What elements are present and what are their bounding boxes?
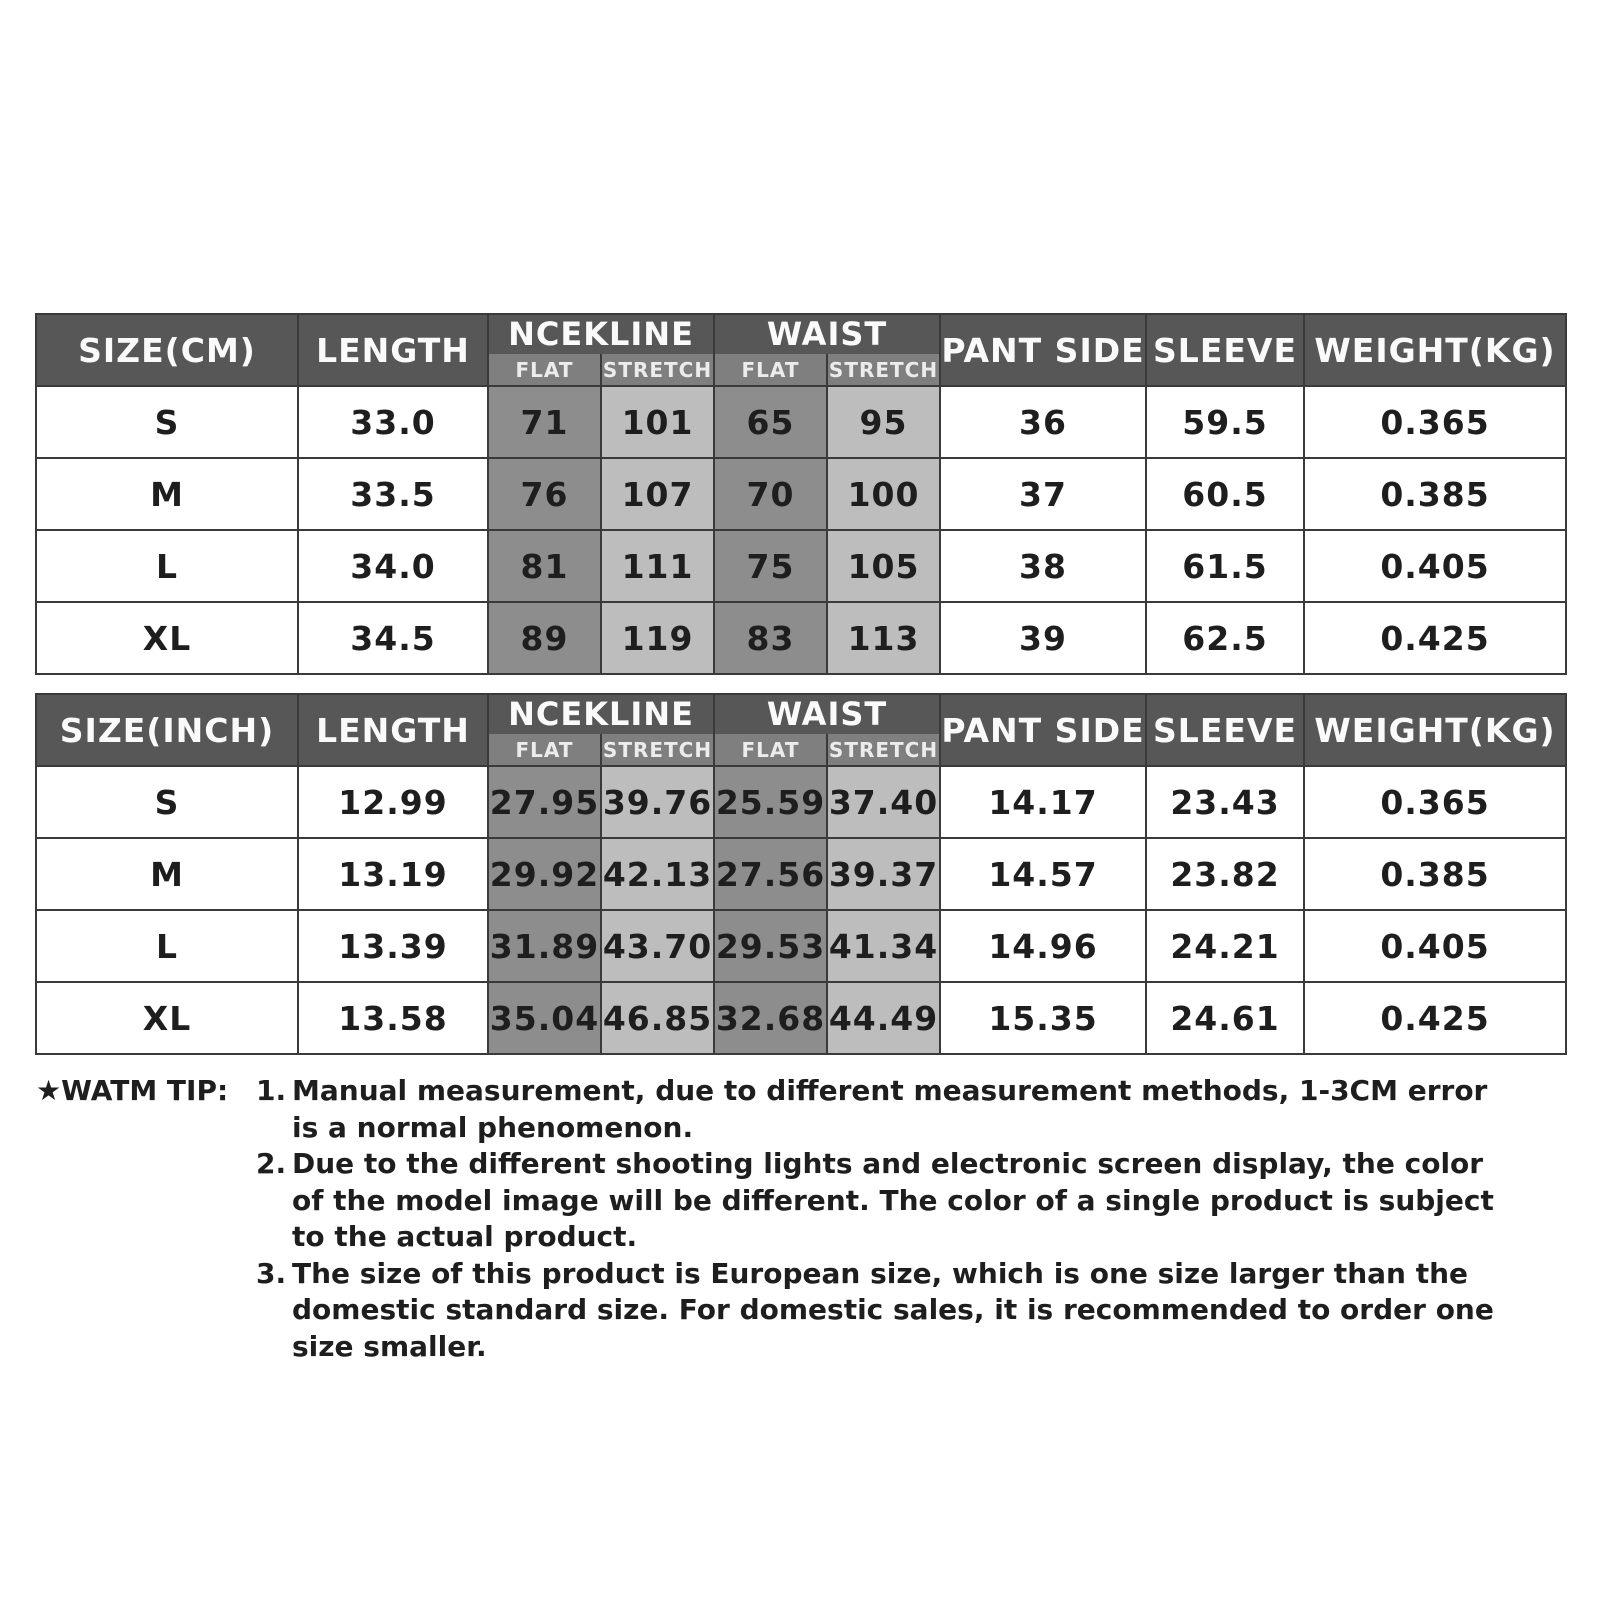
cell-pant-side: 14.57	[940, 838, 1146, 910]
table-row	[36, 602, 1566, 674]
header-pant-side: PANT SIDE	[940, 314, 1146, 386]
cell-length: 33.0	[298, 386, 488, 458]
cell-waist-flat: 65	[714, 386, 827, 458]
cell-size: L	[36, 530, 298, 602]
table-row	[36, 766, 1566, 838]
cell-pant-side: 36	[940, 386, 1146, 458]
cell-neckline-stretch: 46.85	[601, 982, 714, 1054]
cell-weight: 0.425	[1304, 602, 1566, 674]
cell-neckline-flat: 29.92	[488, 838, 601, 910]
cell-pant-side: 38	[940, 530, 1146, 602]
cell-waist-stretch: 113	[827, 602, 940, 674]
tip-text: The size of this product is European size, which is one size larger than the domestic standard size. For domestic sales, it is recommended to order one size smaller.	[292, 1256, 1494, 1363]
header-size: SIZE(INCH)	[36, 694, 298, 766]
cell-weight: 0.365	[1304, 766, 1566, 838]
cell-waist-flat: 70	[714, 458, 827, 530]
header-sleeve: SLEEVE	[1146, 694, 1304, 766]
header-sleeve: SLEEVE	[1146, 314, 1304, 386]
header-weight: WEIGHT(KG)	[1304, 314, 1566, 386]
header-length: LENGTH	[298, 694, 488, 766]
cell-length: 34.5	[298, 602, 488, 674]
cell-size: L	[36, 910, 298, 982]
cell-weight: 0.425	[1304, 982, 1566, 1054]
table-row	[36, 386, 1566, 458]
cell-length: 13.39	[298, 910, 488, 982]
subheader-waist-stretch: STRETCH	[827, 354, 940, 386]
cell-sleeve: 60.5	[1146, 458, 1304, 530]
header-size: SIZE(CM)	[36, 314, 298, 386]
cell-pant-side: 37	[940, 458, 1146, 530]
tips-label: ★WATM TIP:	[36, 1074, 229, 1107]
cell-size: XL	[36, 602, 298, 674]
cell-waist-flat: 83	[714, 602, 827, 674]
cell-weight: 0.365	[1304, 386, 1566, 458]
cell-sleeve: 59.5	[1146, 386, 1304, 458]
cell-sleeve: 24.61	[1146, 982, 1304, 1054]
cell-waist-flat: 27.56	[714, 838, 827, 910]
cell-waist-stretch: 100	[827, 458, 940, 530]
subheader-neckline-stretch: STRETCH	[601, 734, 714, 766]
cell-weight: 0.385	[1304, 458, 1566, 530]
cell-sleeve: 61.5	[1146, 530, 1304, 602]
tip-number: 3.	[256, 1256, 287, 1290]
cell-neckline-stretch: 42.13	[601, 838, 714, 910]
table-row	[36, 530, 1566, 602]
size-table-cm	[35, 313, 1567, 675]
subheader-neckline-flat: FLAT	[488, 734, 601, 766]
cell-sleeve: 23.82	[1146, 838, 1304, 910]
cell-neckline-flat: 71	[488, 386, 601, 458]
cell-weight: 0.405	[1304, 530, 1566, 602]
header-neckline: NCEKLINE	[488, 314, 714, 354]
cell-waist-flat: 25.59	[714, 766, 827, 838]
tip-item	[256, 1256, 1506, 1366]
cell-waist-stretch: 41.34	[827, 910, 940, 982]
header-neckline: NCEKLINE	[488, 694, 714, 734]
table-row	[36, 910, 1566, 982]
cell-size: M	[36, 458, 298, 530]
header-length: LENGTH	[298, 314, 488, 386]
cell-waist-flat: 75	[714, 530, 827, 602]
header-waist: WAIST	[714, 694, 940, 734]
cell-weight: 0.405	[1304, 910, 1566, 982]
subheader-waist-stretch: STRETCH	[827, 734, 940, 766]
cell-pant-side: 15.35	[940, 982, 1146, 1054]
cell-waist-flat: 32.68	[714, 982, 827, 1054]
subheader-neckline-stretch: STRETCH	[601, 354, 714, 386]
tip-item	[256, 1073, 1506, 1146]
cell-pant-side: 39	[940, 602, 1146, 674]
cell-neckline-flat: 35.04	[488, 982, 601, 1054]
cell-length: 13.19	[298, 838, 488, 910]
cell-pant-side: 14.96	[940, 910, 1146, 982]
cell-waist-stretch: 95	[827, 386, 940, 458]
cell-waist-stretch: 44.49	[827, 982, 940, 1054]
cell-neckline-stretch: 119	[601, 602, 714, 674]
cell-neckline-flat: 89	[488, 602, 601, 674]
cell-neckline-stretch: 111	[601, 530, 714, 602]
cell-neckline-stretch: 101	[601, 386, 714, 458]
cell-waist-stretch: 39.37	[827, 838, 940, 910]
tip-text: Due to the different shooting lights and electronic screen display, the color of the model image will be different. The color of a single product is subject to the actual product.	[292, 1147, 1494, 1253]
tip-text: Manual measurement, due to different measurement methods, 1-3CM error is a normal phenomenon.	[292, 1074, 1488, 1144]
cell-size: M	[36, 838, 298, 910]
cell-neckline-stretch: 107	[601, 458, 714, 530]
cell-pant-side: 14.17	[940, 766, 1146, 838]
cell-neckline-stretch: 43.70	[601, 910, 714, 982]
cell-neckline-flat: 31.89	[488, 910, 601, 982]
cell-size: S	[36, 766, 298, 838]
cell-length: 33.5	[298, 458, 488, 530]
subheader-neckline-flat: FLAT	[488, 354, 601, 386]
cell-sleeve: 23.43	[1146, 766, 1304, 838]
tip-item	[256, 1146, 1506, 1256]
cell-neckline-stretch: 39.76	[601, 766, 714, 838]
table-row	[36, 838, 1566, 910]
cell-neckline-flat: 76	[488, 458, 601, 530]
cell-waist-stretch: 105	[827, 530, 940, 602]
cell-length: 12.99	[298, 766, 488, 838]
cell-waist-flat: 29.53	[714, 910, 827, 982]
tips-list	[256, 1073, 1506, 1365]
cell-length: 34.0	[298, 530, 488, 602]
tip-number: 2.	[256, 1147, 287, 1180]
cell-size: S	[36, 386, 298, 458]
cell-length: 13.58	[298, 982, 488, 1054]
tip-number: 1.	[256, 1074, 287, 1107]
header-waist: WAIST	[714, 314, 940, 354]
table-row	[36, 458, 1566, 530]
table-row	[36, 982, 1566, 1054]
cell-sleeve: 62.5	[1146, 602, 1304, 674]
header-pant-side: PANT SIDE	[940, 694, 1146, 766]
cell-neckline-flat: 81	[488, 530, 601, 602]
cell-waist-stretch: 37.40	[827, 766, 940, 838]
size-table-inch	[35, 693, 1567, 1055]
subheader-waist-flat: FLAT	[714, 354, 827, 386]
cell-sleeve: 24.21	[1146, 910, 1304, 982]
cell-neckline-flat: 27.95	[488, 766, 601, 838]
subheader-waist-flat: FLAT	[714, 734, 827, 766]
cell-weight: 0.385	[1304, 838, 1566, 910]
cell-size: XL	[36, 982, 298, 1054]
header-weight: WEIGHT(KG)	[1304, 694, 1566, 766]
